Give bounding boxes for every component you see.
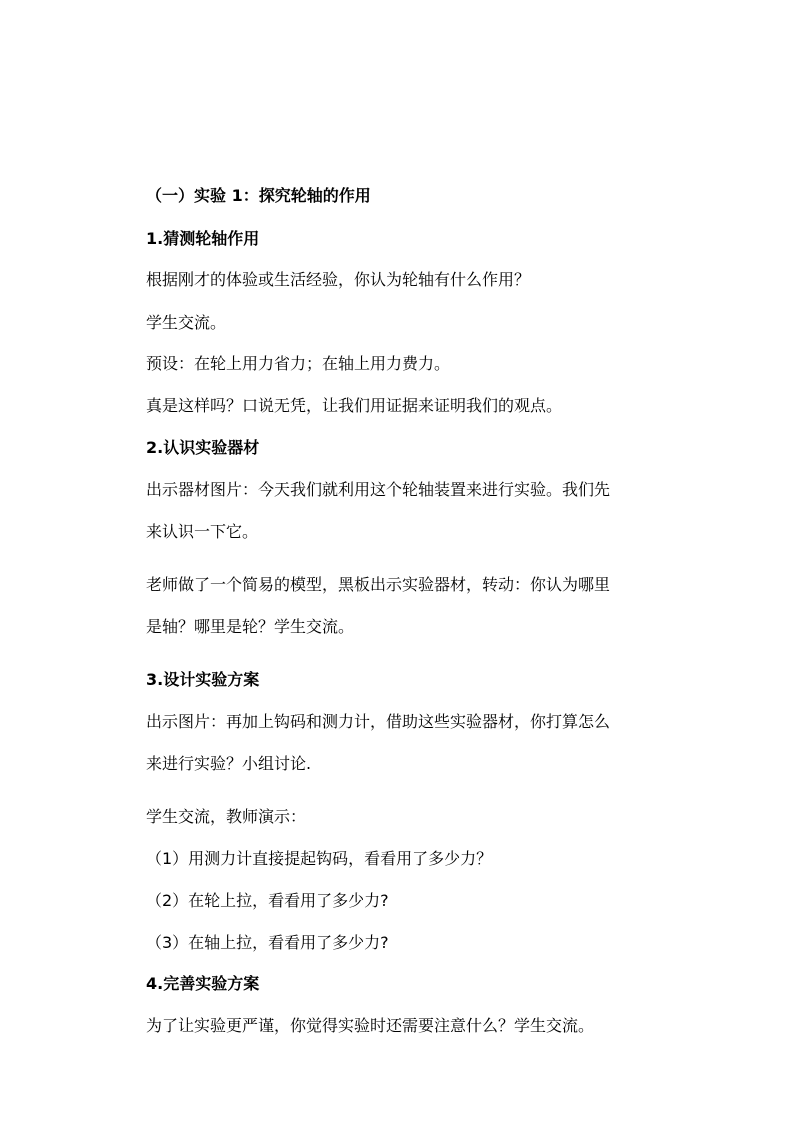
paragraph-line: 根据刚才的体验或生活经验，你认为轮轴有什么作用？: [146, 270, 531, 289]
paragraph-line: 来认识一下它。: [146, 522, 259, 541]
list-item: （2）在轮上拉，看看用了多少力?: [146, 891, 389, 910]
paragraph-line: 老师做了一个简易的模型，黑板出示实验器材，转动：你认为哪里: [146, 575, 611, 594]
paragraph-line: 为了让实验更严谨，你觉得实验时还需要注意什么？学生交流。: [146, 1016, 595, 1035]
heading-improve-plan: 4.完善实验方案: [146, 974, 260, 993]
list-item: （1）用测力计直接提起钩码，看看用了多少力？: [146, 849, 493, 868]
heading-know-equipment: 2.认识实验器材: [146, 438, 260, 457]
paragraph-line: 来进行实验？小组讨论.: [146, 754, 312, 773]
list-item: （3）在轴上拉，看看用了多少力?: [146, 933, 389, 952]
paragraph-line: 学生交流，教师演示：: [146, 807, 307, 826]
heading-guess-function: 1.猜测轮轴作用: [146, 229, 260, 248]
paragraph-line: 是轴？哪里是轮？学生交流。: [146, 617, 355, 636]
paragraph-line: 学生交流。: [146, 313, 227, 332]
paragraph-line: 真是这样吗？口说无凭，让我们用证据来证明我们的观点。: [146, 396, 563, 415]
heading-design-plan: 3.设计实验方案: [146, 670, 260, 689]
paragraph-line: 出示器材图片：今天我们就利用这个轮轴装置来进行实验。我们先: [146, 480, 611, 499]
paragraph-line: 出示图片：再加上钩码和测力计，借助这些实验器材，你打算怎么: [146, 712, 611, 731]
section-title: （一）实验 1：探究轮轴的作用: [146, 186, 371, 205]
paragraph-line: 预设：在轮上用力省力；在轴上用力费力。: [146, 354, 451, 373]
